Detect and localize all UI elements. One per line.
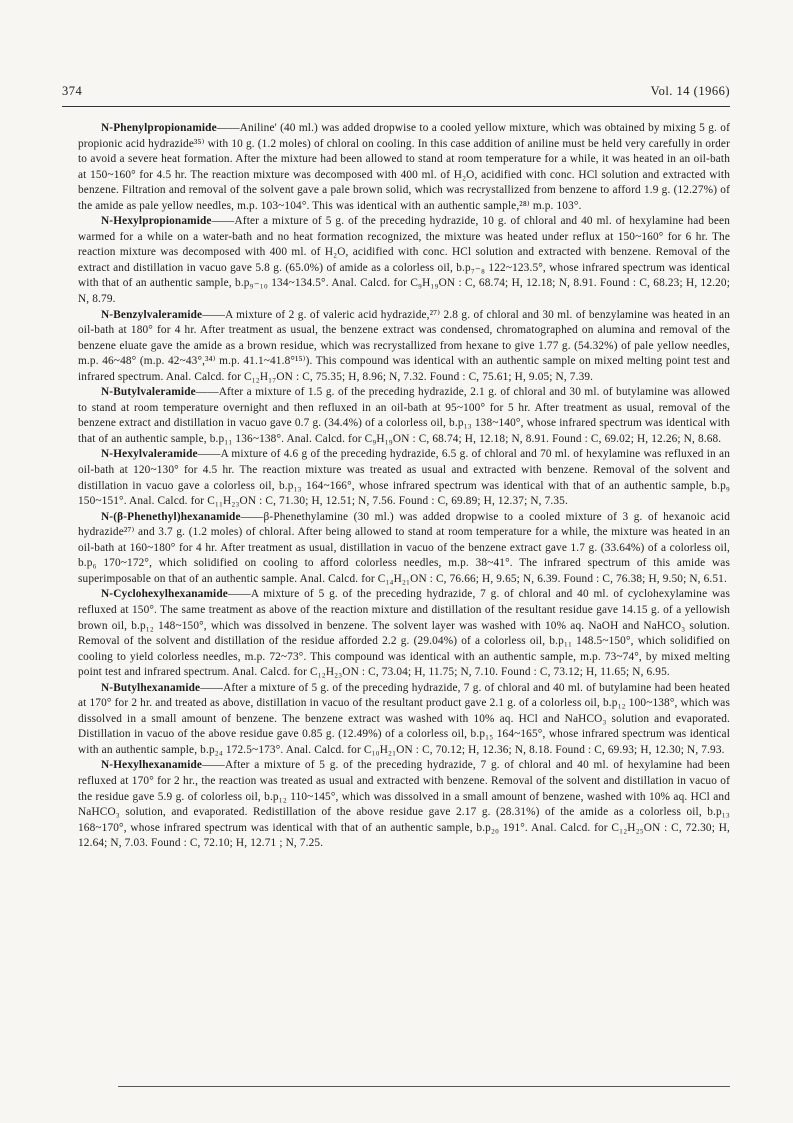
paragraph-cyclohexylhexanamide — [78, 587, 730, 680]
paragraph-text: ——After a mixture of 5 g. of the preceding hydrazide, 7 g. of chloral and 40 ml. of butylamine had been heated at 170° for 2 hr. and treated as above, distillation in vacuo of the resultant product gave 2.1 g. of a colorless oil, b.p₁₂ 100~138°, which was dissolved in a small amount of benzene. The benzene extract was washed with 10% aq. HCl and NaHCO₃ solution and evaporated. Distillation in vacuo of the above residue gave 0.85 g. (12.49%) of a colorless oil, b.p₁₅ 164~165°, whose infrared spectrum was identical with an authentic sample, b.p₂₄ 172.5~173°. Anal. Calcd. for C₁₀H₂₁ON : C, 70.12; H, 12.36; N, 8.18. Found : C, 69.93; H, 12.30; N, 7.93. — [78, 681, 730, 756]
compound-heading: N-Hexylpropionamide — [101, 215, 212, 228]
compound-heading: N-Cyclohexylhexanamide — [101, 588, 228, 601]
paragraph-text: ——A mixture of 4.6 g of the preceding hydrazide, 6.5 g. of chloral and 70 ml. of hexylamine was refluxed in an oil-bath at 120~130° for 4.5 hr. The reaction mixture was treated as usual and extracted with benzene. Removal of the solvent and distillation in vacuo gave a colorless oil, b.p₁₃ 164~166°, whose infrared spectrum was identical with that of an authentic sample, b.p₉ 150~151°. Anal. Calcd. for C₁₁H₂₃ON : C, 71.30; H, 12.51; N, 7.56. Found : C, 69.89; H, 12.37; N, 7.35. — [78, 448, 730, 508]
paragraph-text: ——A mixture of 2 g. of valeric acid hydrazide,²⁷⁾ 2.8 g. of chloral and 30 ml. of benzylamine was heated in an oil-bath at 180° for 4 hr. After treatment as usual, the benzene extract was condensed, chromatographed on alumina and removal of the benzene eluate gave the amide as a brown residue, which was recrystallized from hexane to give 1.77 g. (54.32%) of pale yellow needles, m.p. 46~48° (m.p. 42~43°,³⁴⁾ m.p. 41.1~41.8°¹⁵⁾). This compound was identical with an authentic sample on mixed melting point test and infrared spectrum. Anal. Calcd. for C₁₂H₁₇ON : C, 75.35; H, 8.96; N, 7.32. Found : C, 75.61; H, 9.05; N, 7.39. — [78, 308, 730, 383]
page-header — [62, 84, 730, 107]
paragraph-text: ——After a mixture of 5 g. of the preceding hydrazide, 7 g. of chloral and 40 ml. of hexylamine had been refluxed at 170° for 2 hr., the reaction was treated as usual and extracted with benzene. Removal of the solvent and distillation in vacuo of the residue gave 5.9 g. of colorless oil, b.p₁₂ 110~145°, which was dissolved in a small amount of benzene, washed with 10% aq. HCl and NaHCO₃ solution, and evaporated. Redistillation of the above residue gave 2.17 g. (28.31%) of the amide as a colorless oil, b.p₁₃ 168~170°, whose infrared spectrum was identical with that of an authentic sample, b.p₂₀ 191°. Anal. Calcd. for C₁₂H₂₅ON : C, 72.30; H, 12.64; N, 7.03. Found : C, 72.10; H, 12.71 ; N, 7.25. — [78, 759, 730, 850]
compound-heading: N-(β-Phenethyl)hexanamide — [101, 510, 241, 523]
paragraph-hexylpropionamide — [78, 214, 730, 307]
paragraph-text: ——After a mixture of 5 g. of the preceding hydrazide, 10 g. of chloral and 40 ml. of hexylamine had been warmed for a while on a water-bath and no heat formation recognized, the mixture was heated under reflux at 150~160° for 6 hr. The reaction mixture was decomposed with 400 ml. of H₂O, acidified with conc. HCl solution and extracted with benzene. Removal of the extract and distillation in vacuo gave 5.8 g. (65.0%) of amide as a colorless oil, b.p₇₋₈ 122~123.5°, whose infrared spectrum was identical with that of an authentic sample, b.p₉₋₁₀ 134~134.5°. Anal. Calcd. for C₉H₁₉ON : C, 68.74; H, 12.18; N, 8.91. Found : C, 68.23; H, 12.20; N, 8.79. — [78, 215, 730, 306]
paragraph-phenylpropionamide — [78, 121, 730, 214]
paragraph-text: ——A mixture of 5 g. of the preceding hydrazide, 7 g. of chloral and 40 ml. of cyclohexylamine was refluxed at 150°. The same treatment as above of the reaction mixture and distillation of the resultant residue gave 14.15 g. of a yellowish brown oil, b.p₁₂ 148~150°, which was dissolved in benzene. The solvent layer was washed with 10% aq. NaOH and NaHCO₃ solution. Removal of the solvent and distillation of the residue afforded 2.2 g. (29.04%) of a colorless oil, b.p₁₁ 148.5~150°, which solidified on cooling to yield colorless needles, m.p. 72~73°. This compound was identical with an authentic sample, m.p. 73~74°, by mixed melting point test and infrared spectrum. Anal. Calcd. for C₁₂H₂₃ON : C, 73.04; H, 11.75; N, 7.10. Found : C, 73.12; H, 11.65; N, 6.95. — [78, 588, 730, 679]
compound-heading: N-Benzylvaleramide — [101, 308, 203, 321]
paragraph-text: ——After a mixture of 1.5 g. of the preceding hydrazide, 2.1 g. of chloral and 30 ml. of butylamine was allowed to stand at room temperature overnight and then refluxed in an oil-bath at 95~100° for 5 hr. After treatment as usual, removal of the benzene extract and distillation in vacuo gave 0.7 g. (34.4%) of a colorless oil, b.p₁₃ 138~140°, whose infrared spectrum was identical with that of an authentic sample, b.p₁₁ 136~138°. Anal. Calcd. for C₉H₁₉ON : C, 68.74; H, 12.18; N, 8.91. Found : C, 69.02; H, 12.26; N, 8.68. — [78, 386, 730, 445]
compound-heading: N-Hexylvaleramide — [101, 448, 198, 461]
paragraph-phenethylhexanamide — [78, 510, 730, 588]
journal-volume: Vol. 14 (1966) — [650, 84, 730, 98]
footer-rule — [118, 1086, 730, 1087]
paragraph-butylvaleramide — [78, 385, 730, 447]
compound-heading: N-Phenylpropionamide — [101, 122, 217, 134]
paragraph-butylhexanamide — [78, 681, 730, 759]
compound-heading: N-Butylhexanamide — [101, 681, 201, 694]
paragraph-hexylvaleramide — [78, 447, 730, 509]
paragraph-text: ——Aniline' (40 ml.) was added dropwise to a cooled yellow mixture, which was obtained by mixing 5 g. of propionic acid hydrazide³⁵⁾ with 10 g. (1.2 moles) of chloral on cooling. In this case addition of aniline must be held very carefully in order to avoid a severe heat formation. After the mixture had been allowed to stand at room temperature for a while, it was heated in an oil-bath at 150~160° for 4.5 hr. The reaction mixture was decomposed with 400 ml. of H₂O, acidified with conc. HCl solution and extracted with benzene. Filtration and removal of the solvent gave a pale brown solid, which was recrystallized from benzene to afford 1.9 g. (12.27%) of the amide as pale yellow needles, m.p. 103~104°. This was identical with an authentic sample,²⁸⁾ m.p. 103°. — [78, 122, 730, 212]
paragraph-hexylhexanamide — [78, 758, 730, 851]
page-number: 374 — [62, 84, 83, 98]
compound-heading: N-Hexylhexanamide — [101, 759, 203, 772]
paragraph-text: ——β-Phenethylamine (30 ml.) was added dropwise to a cooled mixture of 3 g. of hexanoic acid hydrazide²⁷⁾ and 3.7 g. (1.2 moles) of chloral. After being allowed to stand at room temperature for a while, the mixture was heated in an oil-bath at 160~180° for 4 hr. After treatment as usual, distillation in vacuo of the benzene extract gave 1.7 g. (33.64%) of a colorless oil, b.p₆ 170~172°, which solidified on cooling to afford colorless needles, m.p. 38~41°. The infrared spectrum of this amide was superimposable on that of an authentic sample. Anal. Calcd. for C₁₄H₂₁ON : C, 76.66; H, 9.65; N, 6.39. Found : C, 76.38; H, 9.50; N, 6.51. — [78, 510, 730, 585]
compound-heading: N-Butylvaleramide — [101, 386, 196, 399]
paragraph-benzylvaleramide — [78, 308, 730, 386]
body-text — [78, 121, 730, 852]
